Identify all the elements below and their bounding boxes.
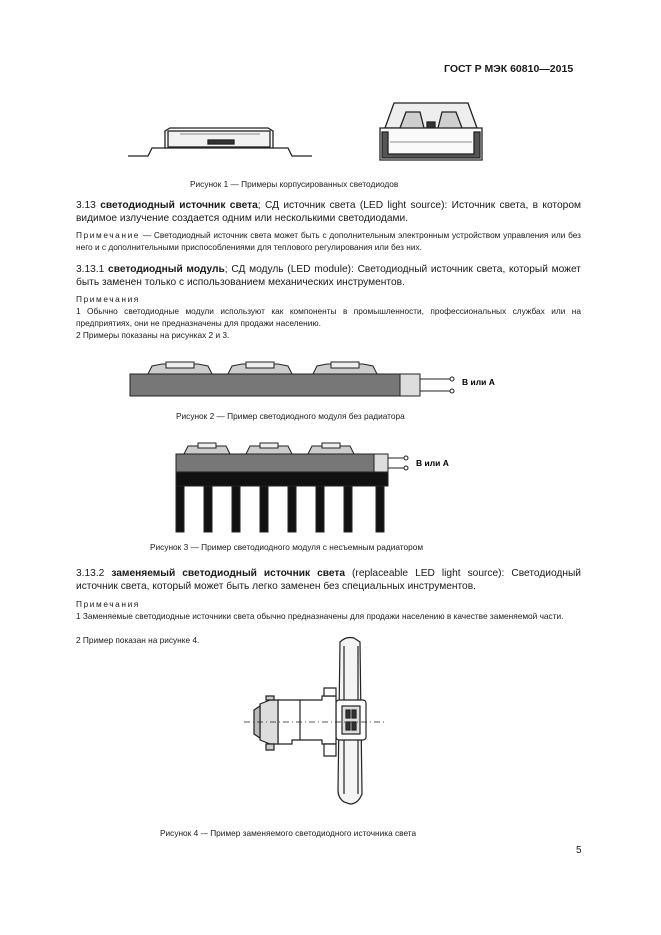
figure-2-caption: Рисунок 2 — Пример светодиодного модуля без радиатора [176, 411, 405, 421]
figure-1-caption: Рисунок 1 — Примеры корпусированных светодиодов [190, 179, 399, 189]
note-text: — Светодиодный источник света может быть с дополнительным электронным устройством управления или без него и с дополнительными приспособлениями для теплового регулирования или без них. [76, 230, 581, 252]
term-title: заменяемый светодиодный источник света [111, 568, 346, 579]
note-3-13-2-item-2: 2 Пример показан на рисунке 4. [76, 635, 200, 645]
figure-1-packaged-leds [120, 98, 500, 168]
figure-4-caption: Рисунок 4 -– Пример заменяемого светодиодного источника света [160, 828, 417, 838]
document-header: ГОСТ Р МЭК 60810—2015 [444, 63, 574, 75]
led-package [148, 362, 212, 374]
figure-2-led-module [130, 358, 510, 403]
term-3-13 [76, 199, 581, 225]
led-package [313, 362, 377, 374]
note-3-13-1-item-2: 2 Примеры показаны на рисунках 2 и 3. [76, 330, 230, 340]
figure-2-supply-label: В или А [462, 377, 495, 387]
note-3-13-2-item-1: 1 Заменяемые светодиодные источники света обычно предназначены для продажи населению в качестве заменяемой части. [76, 611, 564, 621]
figure-3-supply-label: В или А [416, 458, 449, 468]
notes-label-3-13-1: Примечания [76, 294, 140, 304]
led-package [228, 362, 292, 374]
figure-3-led-module-with-heatsink [176, 440, 476, 535]
term-number: 3.13 [76, 200, 96, 211]
notes-label-3-13-2: Примечания [76, 599, 140, 609]
note-3-13 [76, 230, 581, 253]
figure-4-replaceable-led-source [240, 634, 390, 809]
figure-3-caption: Рисунок 3 — Пример светодиодного модуля с несъемным радиатором [150, 542, 424, 552]
term-number: 3.13.2 [76, 568, 105, 579]
page-number: 5 [576, 845, 582, 856]
term-definition: ; СД модуль (LED module): Светодиодный источник света, который может быть заменен только с использованием механических инструментов. [76, 264, 581, 288]
note-3-13-1-item-1: 1 Обычно светодиодные модули используют как компоненты в промышленности, профессиональных службах или на предприятиях, они не предназначены для продажи населению. [76, 306, 581, 328]
smd-led-drawing [128, 128, 312, 156]
note-label: Примечание [76, 230, 141, 240]
term-definition: (replaceable LED light source): Светодиодный источник света, который может быть легко заменен без специальных инструментов. [76, 568, 581, 592]
term-3-13-1 [76, 263, 581, 289]
term-title: светодиодный источник света [100, 200, 258, 211]
term-definition: ; СД источник света (LED light source): Источник света, в котором видимое излучение создается одним или несколькими светодиодами. [76, 200, 581, 224]
term-title: светодиодный модуль [108, 264, 225, 275]
term-number: 3.13.1 [76, 264, 105, 275]
term-3-13-2 [76, 567, 581, 593]
led-front-view-drawing [380, 103, 482, 160]
